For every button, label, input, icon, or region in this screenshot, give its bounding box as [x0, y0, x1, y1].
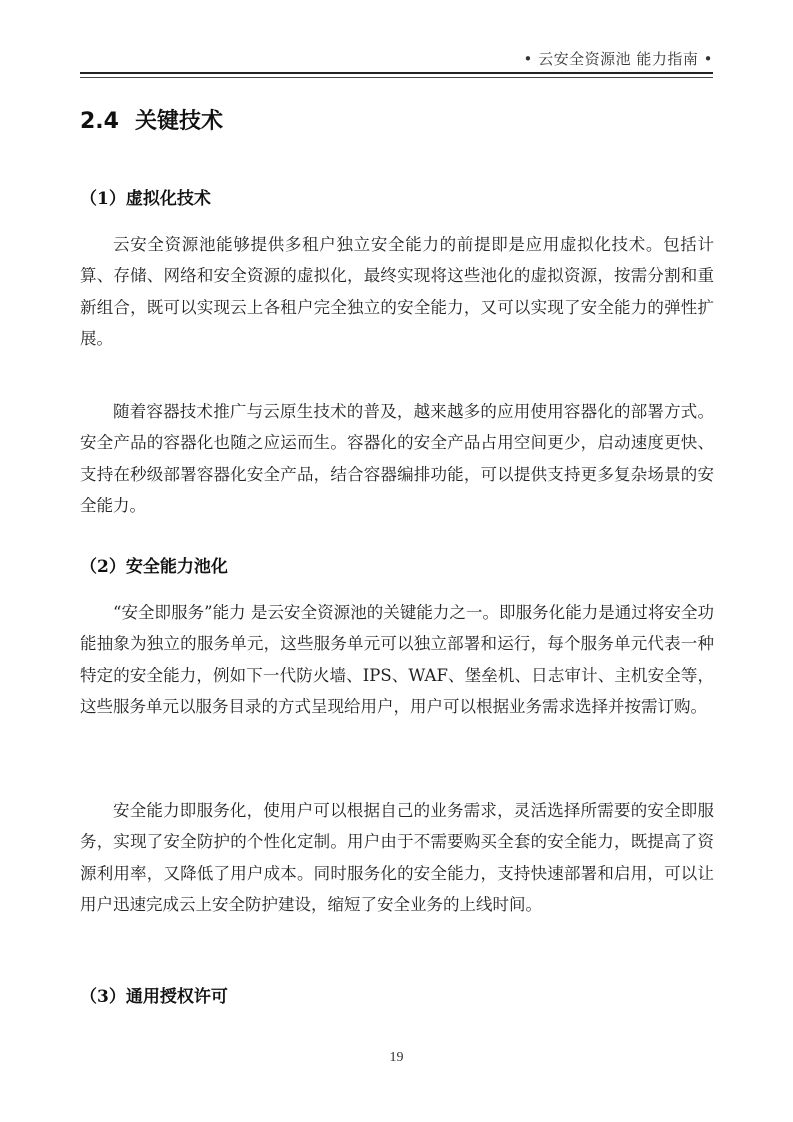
section-title: 关键技术 [134, 109, 223, 134]
paragraph-3: “安全即服务”能力 是云安全资源池的关键能力之一。即服务化能力是通过将安全功能抽象为独立的服务单元，这些服务单元可以独立部署和运行，每个服务单元代表一种特定的安全能力，例如下一代防火墙、IPS、WAF、堡垒机、日志审计、主机安全等，这些服务单元以服务目录的方式呈现给用户，用户可以根据业务需求选择并按需订购。 [80, 603, 714, 716]
header-rule-thin [80, 77, 713, 78]
running-header: • 云安全资源池 能力指南 • [523, 50, 713, 68]
paragraph-2: 随着容器技术推广与云原生技术的普及，越来越多的应用使用容器化的部署方式。安全产品的容器化也随之应运而生。容器化的安全产品占用空间更少，启动速度更快、支持在秒级部署容器化安全产品，结合容器编排功能，可以提供支持更多复杂场景的安全能力。 [80, 402, 714, 515]
subsection-heading-3: （3）通用授权许可 [80, 987, 228, 1007]
subsection-heading-1: （1）虚拟化技术 [80, 189, 211, 209]
paragraph-4: 安全能力即服务化，使用户可以根据自己的业务需求，灵活选择所需要的安全即服务，实现了安全防护的个性化定制。用户由于不需要购买全套的安全能力，既提高了资源利用率，又降低了用户成本。同时服务化的安全能力，支持快速部署和启用，可以让用户迅速完成云上安全防护建设，缩短了安全业务的上线时间。 [80, 801, 714, 914]
paragraph-1: 云安全资源池能够提供多租户独立安全能力的前提即是应用虚拟化技术。包括计算、存储、网络和安全资源的虚拟化，最终实现将这些池化的虚拟资源，按需分割和重新组合，既可以实现云上各租户完全独立的安全能力，又可以实现了安全能力的弹性扩展。 [80, 235, 714, 348]
header-rule-thick [80, 72, 713, 74]
section-heading [80, 104, 223, 135]
section-number: 2.4 [80, 109, 119, 134]
page-number: 19 [389, 1050, 404, 1065]
subsection-heading-2: （2）安全能力池化 [80, 557, 228, 577]
